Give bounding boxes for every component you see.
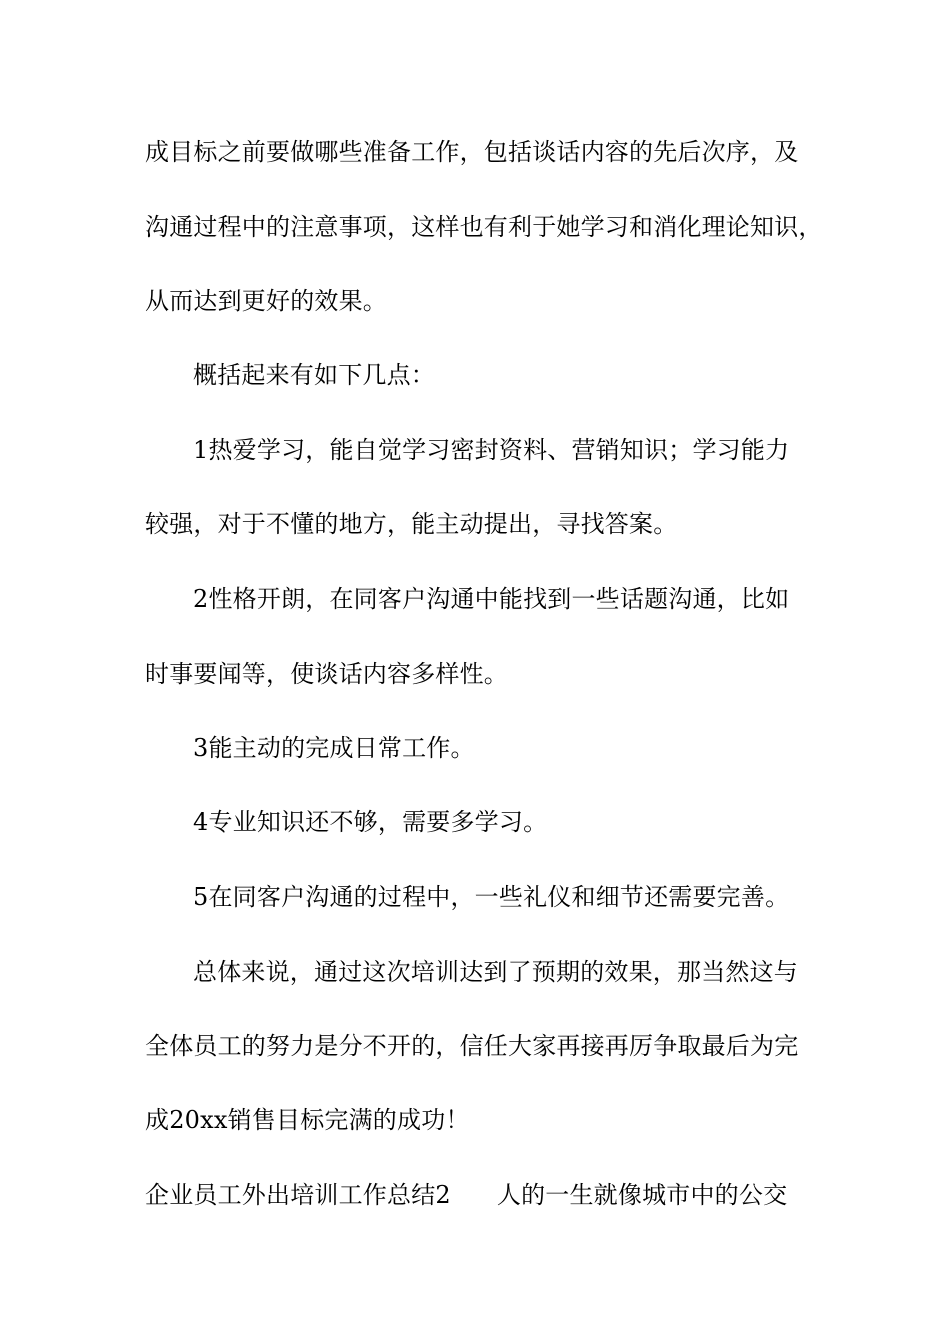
- list-item-line: 2性格开朗，在同客户沟通中能找到一些话题沟通，比如: [193, 585, 790, 613]
- list-item-line: 3能主动的完成日常工作。: [193, 734, 475, 762]
- paragraph-line: 从而达到更好的效果。: [145, 287, 387, 315]
- paragraph-line: 全体员工的努力是分不开的，信任大家再接再厉争取最后为完: [145, 1032, 799, 1060]
- paragraph-line: 成20xx销售目标完满的成功！: [145, 1106, 470, 1134]
- section-continuation: 人的一生就像城市中的公交: [496, 1181, 788, 1209]
- paragraph-line: 概括起来有如下几点：: [193, 361, 435, 389]
- list-item-line: 5在同客户沟通的过程中，一些礼仪和细节还需要完善。: [193, 883, 790, 911]
- list-item-line: 1热爱学习，能自觉学习密封资料、营销知识；学习能力: [193, 436, 790, 464]
- paragraph-line: 沟通过程中的注意事项，这样也有利于她学习和消化理论知识，: [145, 213, 823, 241]
- paragraph-line: 总体来说，通过这次培训达到了预期的效果，那当然这与: [193, 958, 798, 986]
- list-item-line: 时事要闻等，使谈话内容多样性。: [145, 660, 508, 688]
- section-heading-line: [145, 1175, 825, 1215]
- paragraph-line: 成目标之前要做哪些准备工作，包括谈话内容的先后次序，及: [145, 138, 799, 166]
- section-title: 企业员工外出培训工作总结2: [145, 1181, 451, 1209]
- list-item-line: 较强，对于不懂的地方，能主动提出，寻找答案。: [145, 510, 678, 538]
- list-item-line: 4专业知识还不够，需要多学习。: [193, 808, 548, 836]
